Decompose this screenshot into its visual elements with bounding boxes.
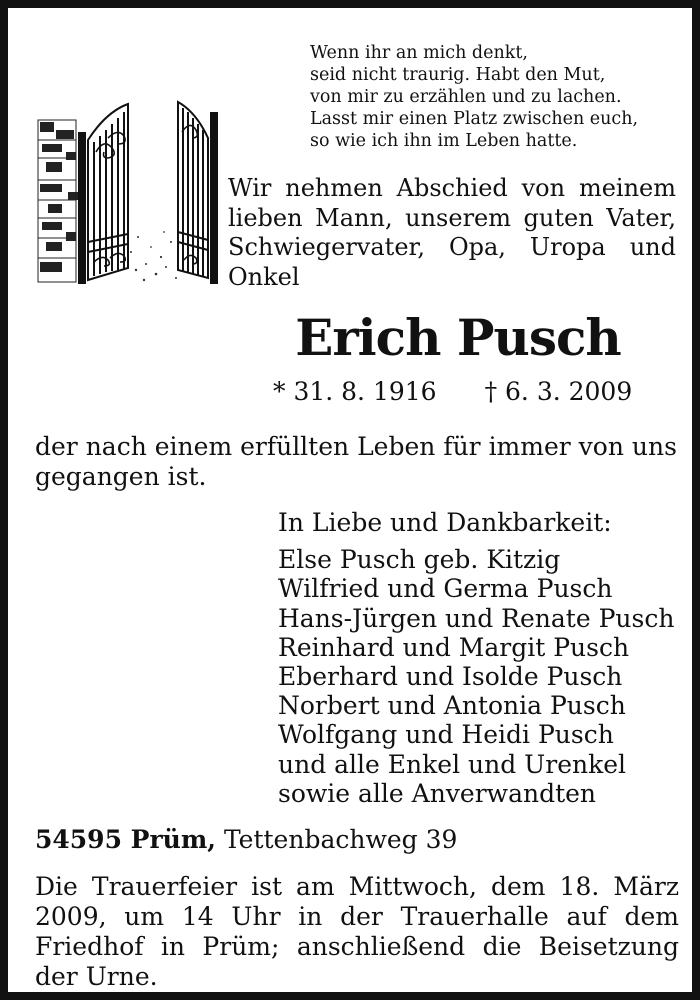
- address: [35, 825, 457, 854]
- signers-list: [278, 508, 674, 808]
- address-street: Tettenbachweg 39: [223, 825, 458, 854]
- birth-date: * 31. 8. 1916: [273, 377, 437, 406]
- signer: Hans-Jürgen und Renate Pusch: [278, 603, 675, 633]
- signer: Wolfgang und Heidi Pusch: [278, 720, 614, 750]
- life-dates: [273, 377, 632, 406]
- life-statement: der nach einem erfüllten Leben für immer von uns gegangen ist.: [35, 432, 677, 491]
- signer: sowie alle Anverwandten: [278, 778, 597, 808]
- ceremony-text: Die Trauerfeier ist am Mittwoch, dem 18. März 2009, um 14 Uhr in der Trauerhalle auf dem Friedhof in Prüm; anschließend die Beisetzung der Urne.: [35, 872, 679, 991]
- address-place: 54595 Prüm,: [35, 825, 216, 854]
- death-date: † 6. 3. 2009: [484, 377, 633, 406]
- poem: [310, 42, 638, 152]
- open-garden-gate-icon: [36, 92, 222, 290]
- poem-line: seid nicht traurig. Habt den Mut,: [310, 65, 606, 85]
- poem-line: von mir zu erzählen und zu lachen.: [310, 87, 622, 107]
- poem-line: Lasst mir einen Platz zwischen euch,: [310, 109, 639, 129]
- signer: Eberhard und Isolde Pusch: [278, 662, 623, 692]
- signer: Wilfried und Germa Pusch: [278, 574, 613, 604]
- poem-line: Wenn ihr an mich denkt,: [310, 43, 528, 63]
- deceased-name: Erich Pusch: [295, 308, 621, 367]
- signers-intro: In Liebe und Dankbarkeit:: [278, 508, 612, 537]
- signer: Norbert und Antonia Pusch: [278, 691, 626, 721]
- signer: Reinhard und Margit Pusch: [278, 632, 630, 662]
- signer: und alle Enkel und Urenkel: [278, 749, 627, 779]
- poem-line: so wie ich ihn im Leben hatte.: [310, 131, 578, 151]
- farewell-text: Wir nehmen Abschied von meinem lieben Mann, unserem guten Vater, Schwiegervater, Opa, Uropa und Onkel: [228, 174, 676, 291]
- signer: Else Pusch geb. Kitzig: [278, 545, 561, 575]
